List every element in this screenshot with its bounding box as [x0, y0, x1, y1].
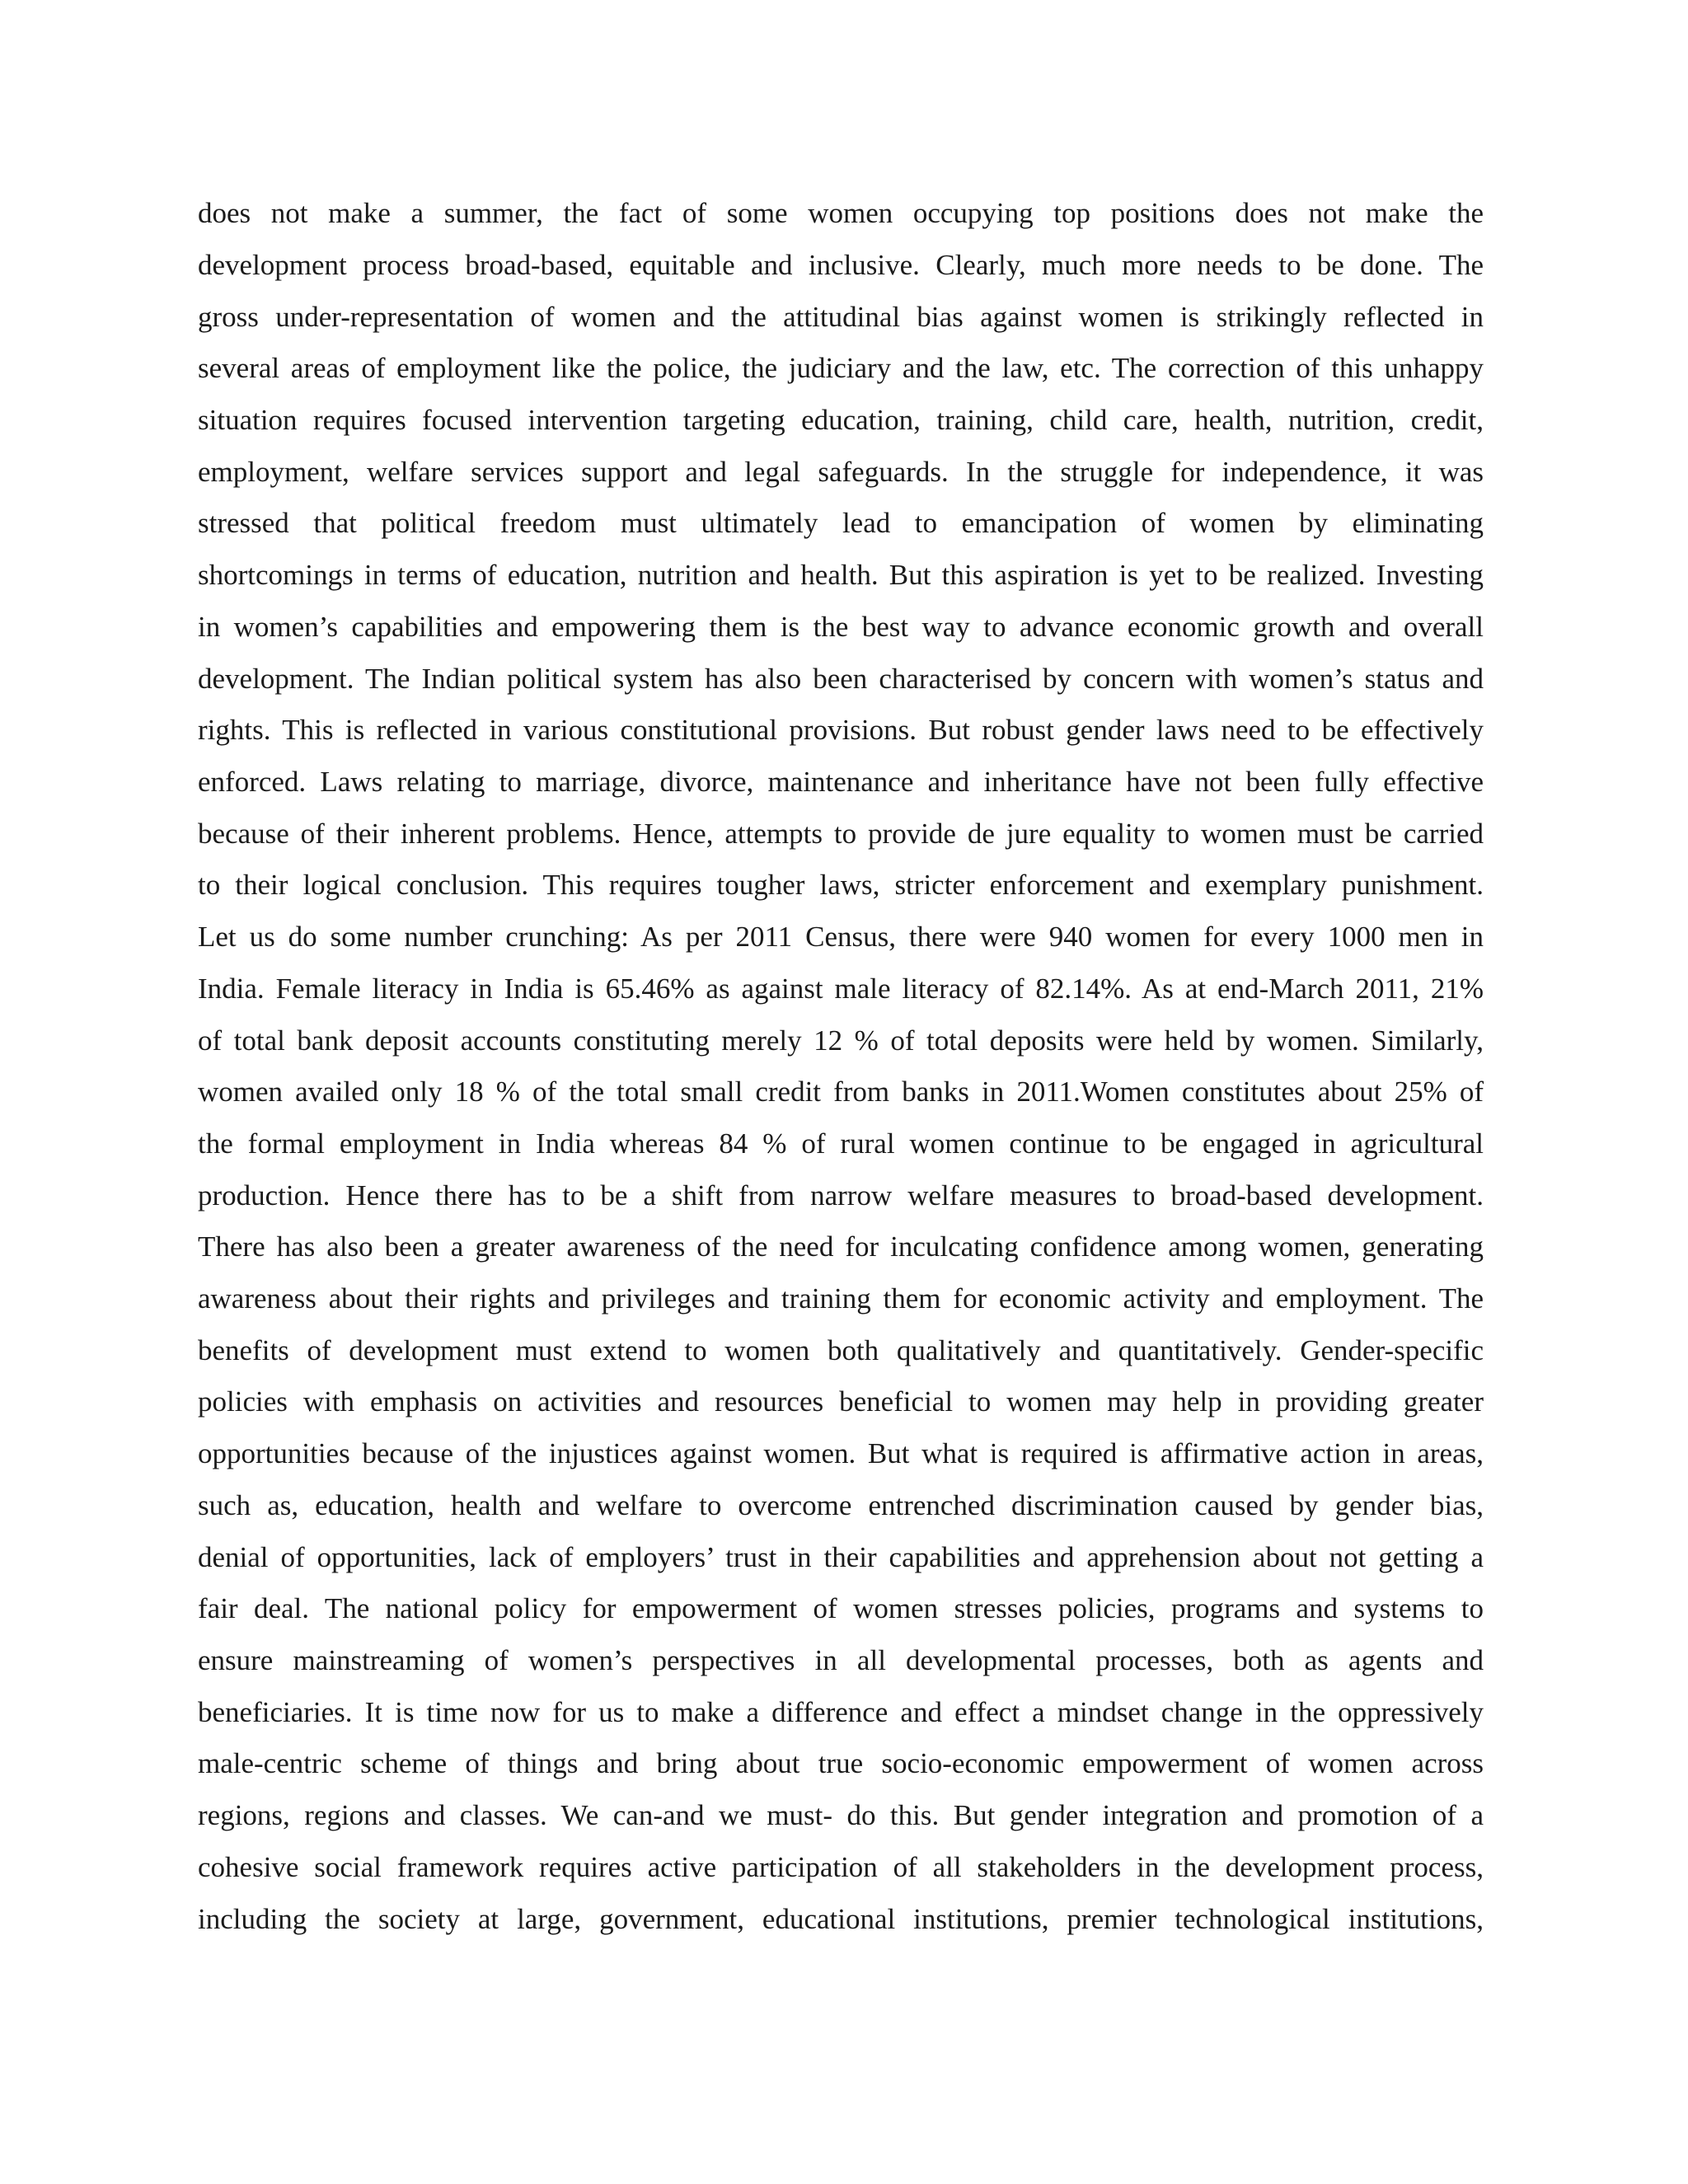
body-text-line: such as, education, health and welfare to overcome entrenched discrimination caused by gender bias, — [198, 1489, 1484, 1521]
body-text-line: Let us do some number crunching: As per 2011 Census, there were 940 women for every 1000 men in — [198, 921, 1484, 953]
body-text-line: awareness about their rights and privileges and training them for economic activity and employment. The — [198, 1282, 1484, 1315]
body-text-line: fair deal. The national policy for empowerment of women stresses policies, programs and systems to — [198, 1592, 1484, 1624]
body-text-line: rights. This is reflected in various constitutional provisions. But robust gender laws need to be effectively — [198, 714, 1484, 746]
body-text-line: in women’s capabilities and empowering them is the best way to advance economic growth and overall — [198, 611, 1484, 643]
body-text-line: India. Female literacy in India is 65.46% as against male literacy of 82.14%. As at end-March 2011, 21% — [198, 972, 1484, 1005]
body-text-line: employment, welfare services support and legal safeguards. In the struggle for independence, it was — [198, 456, 1484, 488]
body-text-line: does not make a summer, the fact of some women occupying top positions does not make the — [198, 197, 1484, 229]
body-text-line: regions, regions and classes. We can-and we must- do this. But gender integration and promotion of a — [198, 1799, 1484, 1831]
body-text-line: policies with emphasis on activities and resources beneficial to women may help in providing greater — [198, 1385, 1484, 1418]
body-text-line: of total bank deposit accounts constituting merely 12 % of total deposits were held by women. Similarly, — [198, 1024, 1484, 1057]
body-text-line: gross under-representation of women and the attitudinal bias against women is strikingly reflected in — [198, 301, 1484, 333]
body-text-line: opportunities because of the injustices against women. But what is required is affirmative action in areas, — [198, 1437, 1484, 1469]
body-text-line: stressed that political freedom must ultimately lead to emancipation of women by eliminating — [198, 507, 1484, 539]
body-text-line: shortcomings in terms of education, nutrition and health. But this aspiration is yet to be realized. Investing — [198, 559, 1484, 591]
body-text-line: women availed only 18 % of the total small credit from banks in 2011.Women constitutes about 25% of — [198, 1076, 1484, 1108]
body-text-line: several areas of employment like the police, the judiciary and the law, etc. The correction of this unhappy — [198, 352, 1484, 384]
body-text-line: the formal employment in India whereas 84 % of rural women continue to be engaged in agricultural — [198, 1127, 1484, 1160]
body-text-line: beneficiaries. It is time now for us to make a difference and effect a mindset change in the oppressively — [198, 1696, 1484, 1728]
body-text-line: There has also been a greater awareness of the need for inculcating confidence among women, generating — [198, 1230, 1484, 1263]
body-text-line: male-centric scheme of things and bring about true socio-economic empowerment of women across — [198, 1747, 1484, 1779]
body-text-line: including the society at large, government, educational institutions, premier technological institutions, — [198, 1903, 1484, 1935]
body-text-line: development process broad-based, equitable and inclusive. Clearly, much more needs to be done. The — [198, 249, 1484, 281]
body-text-line: cohesive social framework requires active participation of all stakeholders in the development process, — [198, 1851, 1484, 1883]
body-text-line: enforced. Laws relating to marriage, divorce, maintenance and inheritance have not been fully effective — [198, 766, 1484, 798]
body-text-line: benefits of development must extend to women both qualitatively and quantitatively. Gender-specific — [198, 1334, 1484, 1366]
body-text-line: denial of opportunities, lack of employers’ trust in their capabilities and apprehension about not getting a — [198, 1541, 1484, 1573]
body-text-line: production. Hence there has to be a shift from narrow welfare measures to broad-based development. — [198, 1179, 1484, 1212]
body-text-line: because of their inherent problems. Hence, attempts to provide de jure equality to women must be carried — [198, 818, 1484, 850]
body-text-line: situation requires focused intervention targeting education, training, child care, health, nutrition, credit, — [198, 404, 1484, 436]
body-text-line: development. The Indian political system has also been characterised by concern with women’s status and — [198, 663, 1484, 695]
body-text-line: ensure mainstreaming of women’s perspectives in all developmental processes, both as agents and — [198, 1644, 1484, 1676]
body-text-line: to their logical conclusion. This requires tougher laws, stricter enforcement and exemplary punishment. — [198, 869, 1484, 901]
